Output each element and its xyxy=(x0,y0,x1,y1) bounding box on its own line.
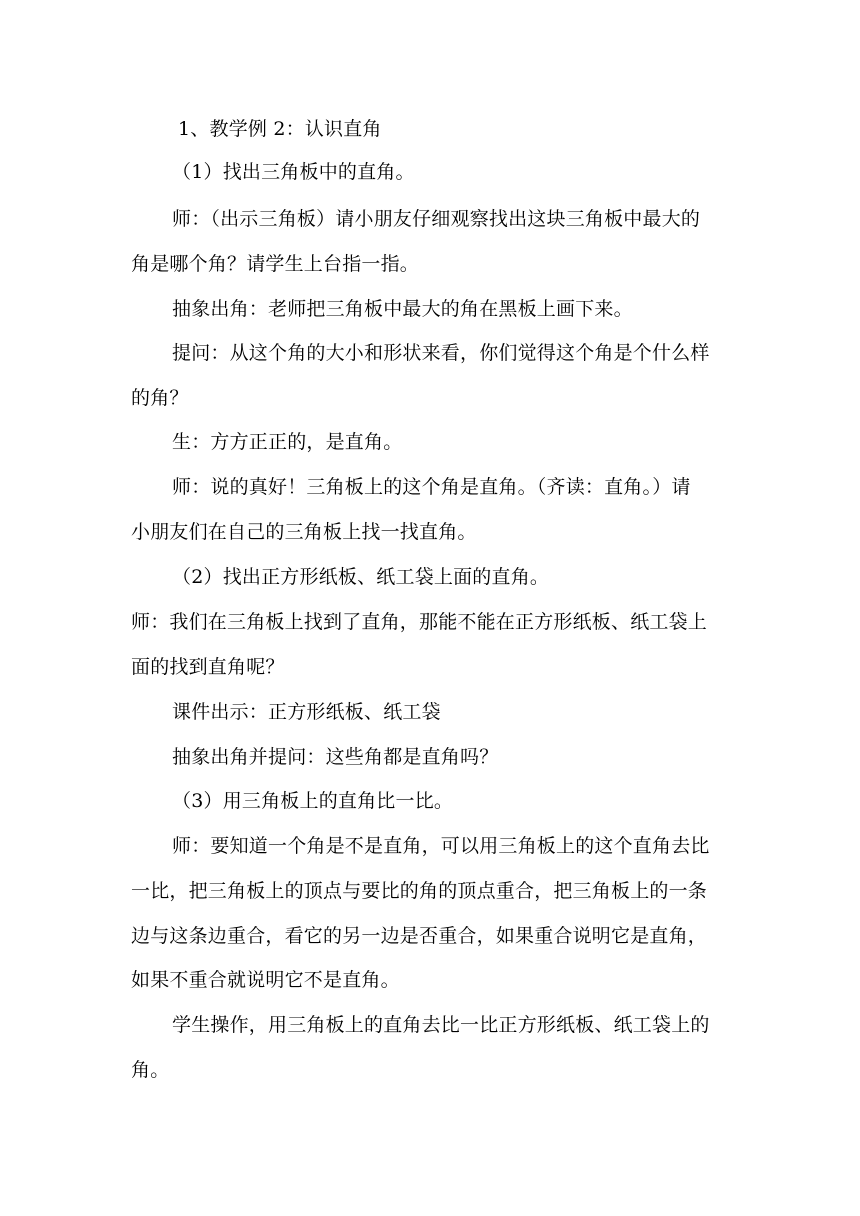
text-line: 师：（出示三角板）请小朋友仔细观察找出这块三角板中最大的 xyxy=(172,208,701,230)
section-heading: 1、教学例 2：认识直角 xyxy=(178,118,382,140)
text-line: 的角？ xyxy=(131,387,189,409)
text-line: 师：要知道一个角是不是直角，可以用三角板上的这个直角去比 xyxy=(172,835,710,857)
text-line: 课件出示：正方形纸板、纸工袋 xyxy=(172,701,441,723)
text-line: 一比，把三角板上的顶点与要比的角的顶点重合，把三角板上的一条 xyxy=(131,880,708,902)
text-line: 师：我们在三角板上找到了直角，那能不能在正方形纸板、纸工袋上 xyxy=(131,611,708,633)
text-line: 小朋友们在自己的三角板上找一找直角。 xyxy=(131,521,477,543)
text-line: 角是哪个角？请学生上台指一指。 xyxy=(131,253,420,275)
text-line: 学生操作，用三角板上的直角去比一比正方形纸板、纸工袋上的 xyxy=(172,1014,710,1036)
text-line: 边与这条边重合，看它的另一边是否重合，如果重合说明它是直角， xyxy=(131,925,708,947)
text-line: 面的找到直角呢？ xyxy=(131,656,285,678)
text-line: （2）找出正方形纸板、纸工袋上面的直角。 xyxy=(172,566,550,588)
text-line: 师：说的真好！三角板上的这个角是直角。（齐读：直角。）请 xyxy=(172,476,691,498)
text-line: （3）用三角板上的直角比一比。 xyxy=(172,790,454,812)
text-line: 抽象出角并提问：这些角都是直角吗？ xyxy=(172,746,499,768)
text-line: 提问：从这个角的大小和形状来看，你们觉得这个角是个什么样 xyxy=(172,342,710,364)
text-line: （1）找出三角板中的直角。 xyxy=(172,161,415,183)
text-line: 角。 xyxy=(131,1059,170,1081)
text-line: 生：方方正正的，是直角。 xyxy=(172,431,403,453)
text-line: 如果不重合就说明它不是直角。 xyxy=(131,969,400,991)
text-line: 抽象出角：老师把三角板中最大的角在黑板上画下来。 xyxy=(172,298,633,320)
